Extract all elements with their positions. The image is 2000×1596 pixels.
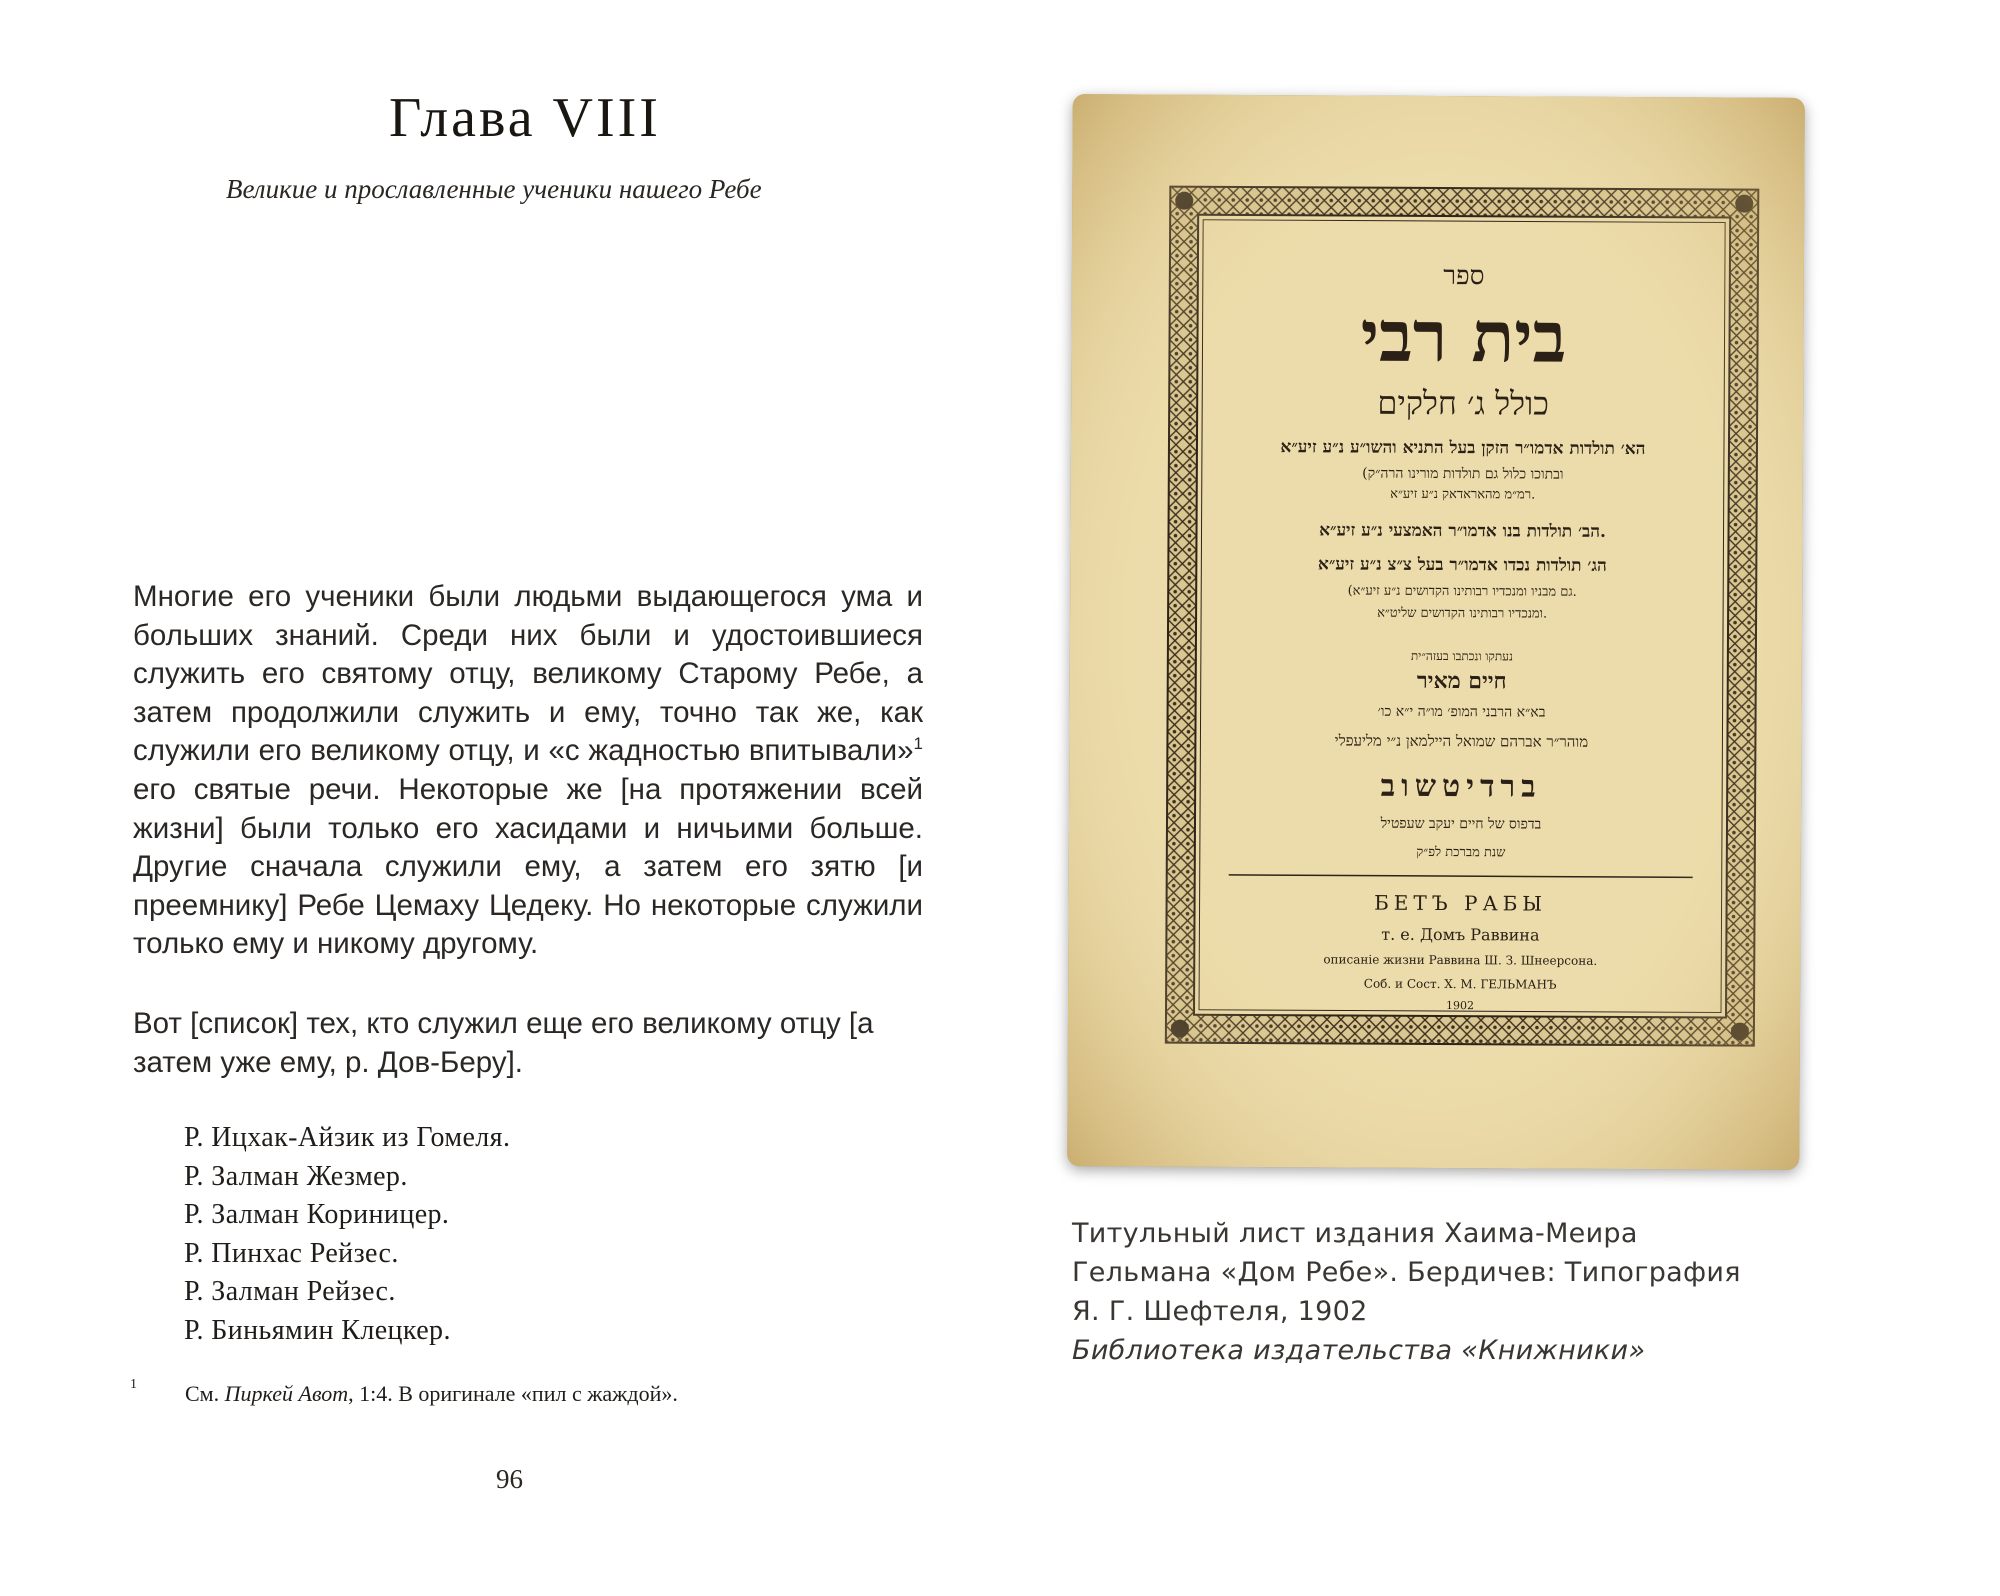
footnote-suffix: , 1:4. В оригинале «пил с жаждой». (348, 1381, 678, 1406)
paragraph-1 (133, 578, 923, 964)
caption-line-2: Гельмана «Дом Ребе». Бердичев: Типография (1072, 1257, 1741, 1288)
list-item: Р. Биньямин Клецкер. (184, 1314, 451, 1346)
disciples-list (184, 1119, 510, 1351)
title-page-photo (1067, 94, 1805, 1170)
paragraph-1-text-b: его святые речи. Некоторые же [на протяжении всей жизни] были только его хасидами и ничьими больше. Другие сначала служили ему, а затем его зятю [и преемнику] Ребе Цемаху Цедеку. Но некоторые служили только ему и никому другому. (133, 772, 923, 961)
caption-line-3: Я. Г. Шефтеля, 1902 (1072, 1296, 1368, 1327)
list-item: Р. Залман Жезмер. (184, 1160, 408, 1192)
list-item: Р. Пинхас Рейзес. (184, 1237, 399, 1269)
footnote-reference[interactable]: 1 (913, 734, 923, 754)
list-item: Р. Залман Рейзес. (184, 1276, 396, 1308)
page-number: 96 (496, 1464, 523, 1494)
chapter-title: Глава VIII (389, 87, 661, 149)
photo-caption (1072, 1214, 1932, 1370)
paragraph-2: Вот [список] тех, кто служил еще его великому отцу [а затем уже ему, р. Дов-Беру]. (133, 1007, 874, 1079)
list-item: Р. Ицхак-Айзик из Гомеля. (184, 1122, 511, 1153)
caption-line-1: Титульный лист издания Хаима-Меира (1072, 1218, 1638, 1249)
list-item: Р. Залман Кориницер. (184, 1199, 450, 1231)
footnote-number: 1 (130, 1377, 137, 1392)
footnote-text (185, 1381, 678, 1407)
footnote-prefix: См. (185, 1381, 225, 1406)
title-page-image (1067, 94, 1805, 1170)
caption-credit: Библиотека издательства «Книжники» (1072, 1335, 1646, 1366)
chapter-subtitle: Великие и прославленные ученики нашего Ребе (226, 174, 762, 204)
footnote-source: Пиркей Авот (224, 1381, 349, 1406)
paragraph-1-text-a: Многие его ученики были людьми выдающегося ума и больших знаний. Среди них были и удостоившиеся служить его святому отцу, великому Старому Ребе, а затем продолжили служить и ему, точно так же, как служили его великому отцу, и «с жадностью впитывали» (133, 580, 923, 768)
